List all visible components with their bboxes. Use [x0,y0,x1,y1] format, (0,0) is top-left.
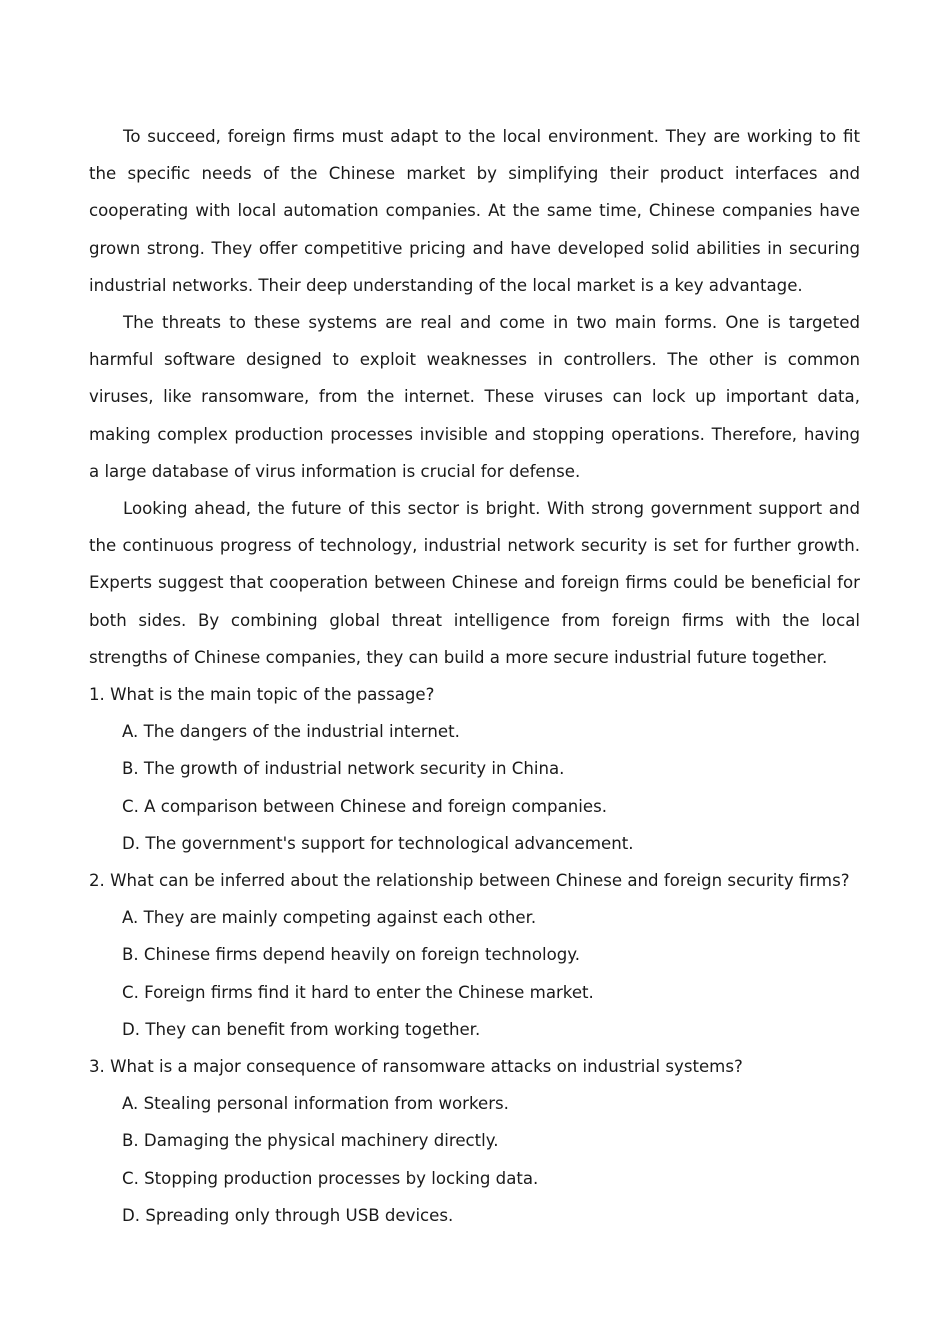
passage-paragraph-1: To succeed, foreign firms must adapt to the local environment. They are working to fit the specific needs of the Chinese market by simplifying their product interfaces and cooperating with local automation companies. At the same time, Chinese companies have grown strong. They offer competitive pricing and have developed solid abilities in securing industrial networks. Their deep understanding of the local market is a key advantage. [89,127,860,295]
question-block-2 [89,862,860,1048]
question-block-1 [89,676,860,862]
question-2-option-d[interactable]: D. They can benefit from working together. [122,1019,481,1039]
question-2-option-a[interactable]: A. They are mainly competing against each other. [122,908,537,928]
question-2-option-b[interactable]: B. Chinese firms depend heavily on foreign technology. [122,945,580,965]
passage-paragraph-2: The threats to these systems are real and come in two main forms. One is targeted harmful software designed to exploit weaknesses in controllers. The other is common viruses, like ransomware, from the internet. These viruses can lock up important data, making complex production processes invisible and stopping operations. Therefore, having a large database of virus information is crucial for defense. [89,313,860,481]
question-1-option-a[interactable]: A. The dangers of the industrial internet. [122,722,460,742]
question-2-option-c[interactable]: C. Foreign firms find it hard to enter the Chinese market. [122,982,594,1002]
question-3-option-d[interactable]: D. Spreading only through USB devices. [122,1205,454,1225]
passage-paragraph-3: Looking ahead, the future of this sector is bright. With strong government support and the continuous progress of technology, industrial network security is set for further growth. Experts suggest that cooperation between Chinese and foreign firms could be beneficial for both sides. By combining global threat intelligence from foreign firms with the local strengths of Chinese companies, they can build a more secure industrial future together. [89,499,860,667]
question-1-option-b[interactable]: B. The growth of industrial network security in China. [122,759,565,779]
question-prompt-2: 2. What can be inferred about the relationship between Chinese and foreign security firms? [89,871,850,891]
question-3-option-b[interactable]: B. Damaging the physical machinery directly. [122,1131,499,1151]
document-body [89,118,860,1234]
question-3-option-c[interactable]: C. Stopping production processes by locking data. [122,1168,539,1188]
question-block-3 [89,1048,860,1234]
question-1-option-c[interactable]: C. A comparison between Chinese and foreign companies. [122,796,608,816]
question-prompt-3: 3. What is a major consequence of ransomware attacks on industrial systems? [89,1057,743,1077]
question-prompt-1: 1. What is the main topic of the passage? [89,685,435,705]
question-3-option-a[interactable]: A. Stealing personal information from workers. [122,1094,509,1114]
question-1-option-d[interactable]: D. The government's support for technological advancement. [122,833,634,853]
